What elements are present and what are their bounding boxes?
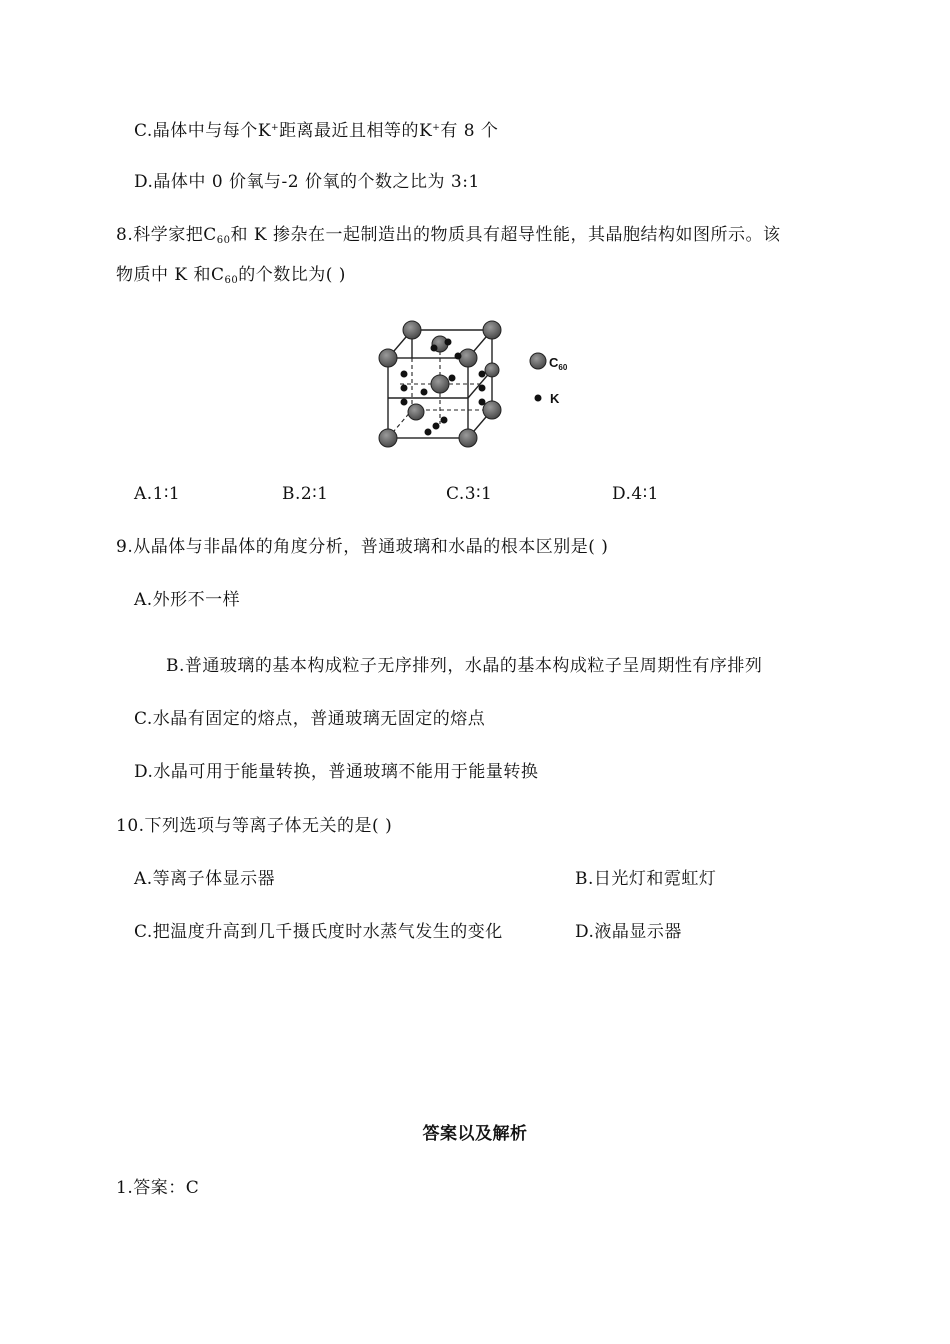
k-atom	[455, 353, 462, 360]
k-atom	[445, 339, 452, 346]
q10-option-a: A.等离子体显示器	[134, 869, 276, 889]
c60-ball	[403, 321, 421, 339]
k-atom	[431, 345, 438, 352]
answer-1: 1.答案：C	[116, 1178, 200, 1198]
q8-stem-line1: 8.科学家把$C_{60}$和 K 掺杂在一起制造出的物质具有超导性能，其晶胞结构如图所示。该	[116, 225, 781, 246]
c60-ball	[483, 321, 501, 339]
q7-option-c: C.晶体中与每个K+距离最近且相等的K+有 8 个	[134, 121, 499, 141]
q10-option-d: D.液晶显示器	[575, 922, 682, 942]
q8-option-b: B.2∶1	[282, 484, 329, 504]
q10-option-b: B.日光灯和霓虹灯	[575, 869, 717, 889]
k-atom	[425, 429, 432, 436]
legend-k-label: K	[550, 391, 560, 406]
q7-option-d: D.晶体中 0 价氧与-2 价氧的个数之比为 3:1	[134, 172, 480, 192]
legend-k-icon	[535, 395, 542, 402]
k-atom	[479, 371, 486, 378]
q9-option-b: B.普通玻璃的基本构成粒子无序排列，水晶的基本构成粒子呈周期性有序排列	[166, 656, 763, 676]
k-atom	[433, 423, 440, 430]
q9-stem: 9.从晶体与非晶体的角度分析，普通玻璃和水晶的根本区别是( )	[116, 537, 609, 557]
c60-ball	[459, 429, 477, 447]
c60-ball	[483, 401, 501, 419]
k-atom	[479, 399, 486, 406]
crystal-cell-figure	[372, 316, 582, 456]
c60-ball	[379, 429, 397, 447]
q9-option-d: D.水晶可用于能量转换，普通玻璃不能用于能量转换	[134, 762, 539, 782]
answers-title: 答案以及解析	[422, 1124, 528, 1144]
k-atom	[479, 385, 486, 392]
q10-option-c: C.把温度升高到几千摄氏度时水蒸气发生的变化	[134, 922, 503, 942]
k-atom	[401, 385, 408, 392]
legend-c60-label: $C_{60}$	[549, 355, 568, 372]
q8-option-c: C.3∶1	[446, 484, 493, 504]
q8-option-d: D.4∶1	[612, 484, 659, 504]
legend-c60-icon	[530, 353, 546, 369]
c60-ball	[459, 349, 477, 367]
q9-option-c: C.水晶有固定的熔点，普通玻璃无固定的熔点	[134, 709, 486, 729]
c60-ball	[431, 375, 449, 393]
c60-ball	[485, 363, 499, 377]
q8-option-a: A.1∶1	[134, 484, 181, 504]
k-atom	[449, 375, 456, 382]
k-atom	[441, 417, 448, 424]
q8-stem-line2: 物质中 K 和$C_{60}$的个数比为( )	[116, 265, 346, 286]
c60-ball	[379, 349, 397, 367]
k-atom	[401, 371, 408, 378]
q9-option-a: A.外形不一样	[134, 590, 241, 610]
k-atom	[421, 389, 428, 396]
k-atom	[401, 399, 408, 406]
q10-stem: 10.下列选项与等离子体无关的是( )	[116, 816, 393, 836]
c60-ball	[408, 404, 424, 420]
